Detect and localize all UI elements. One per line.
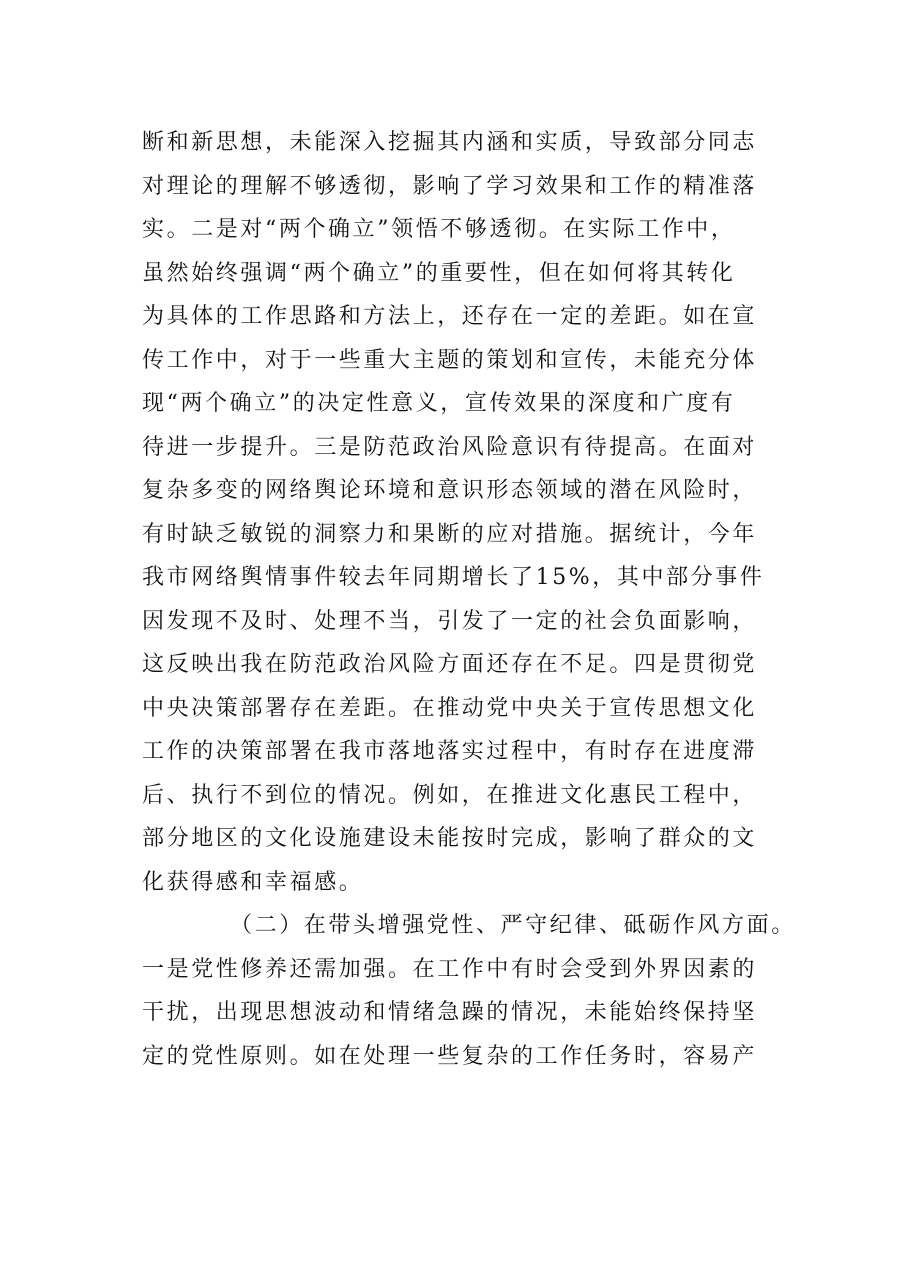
text-line: 工作的决策部署在我市落地落实过程中，有时存在进度滞 (142, 739, 758, 764)
text-line: 一是党性修养还需加强。在工作中有时会受到外界因素的 (142, 956, 758, 982)
text-line: 实。二是对“两个确立”领悟不够透彻。在实际工作中， (142, 217, 736, 242)
text-line: 复杂多变的网络舆论环境和意识形态领域的潜在风险时， (142, 478, 758, 503)
text-line: 定的党性原则。如在处理一些复杂的工作任务时，容易产 (142, 1043, 758, 1069)
text-line: 后、执行不到位的情况。例如，在推进文化惠民工程中， (142, 782, 758, 808)
text-line: 断和新思想，未能深入挖掘其内涵和实质，导致部分同志 (142, 130, 758, 155)
section-heading-line: （二）在带头增强党性、严守纪律、砥砺作风方面。 (230, 913, 796, 938)
text-line: 部分地区的文化设施建设未能按时完成，影响了群众的文 (142, 826, 758, 851)
text-line: 虽然始终强调“两个确立”的重要性，但在如何将其转化 (142, 260, 736, 286)
text-line: 化获得感和幸福感。 (142, 869, 364, 895)
paragraph-1 (142, 121, 782, 904)
document-body (142, 121, 796, 1078)
text-line: 我市网络舆情事件较去年同期增长了15%，其中部分事件 (142, 565, 765, 590)
text-line: 对理论的理解不够透彻，影响了学习效果和工作的精准落 (142, 173, 758, 199)
text-line: 传工作中，对于一些重大主题的策划和宣传，未能充分体 (142, 347, 758, 373)
text-line: 这反映出我在防范政治风险方面还存在不足。四是贯彻党 (142, 652, 758, 677)
text-line: 现“两个确立”的决定性意义，宣传效果的深度和广度有 (142, 391, 736, 416)
text-line: 为具体的工作思路和方法上，还存在一定的差距。如在宣 (142, 304, 758, 329)
text-line: 待进一步提升。三是防范政治风险意识有待提高。在面对 (142, 434, 758, 460)
paragraph-2 (142, 904, 796, 1078)
text-line: 有时缺乏敏锐的洞察力和果断的应对措施。据统计，今年 (142, 521, 758, 547)
text-line: 因发现不及时、处理不当，引发了一定的社会负面影响， (142, 608, 758, 634)
text-line: 中央决策部署存在差距。在推动党中央关于宣传思想文化 (142, 695, 758, 721)
text-line: 干扰，出现思想波动和情绪急躁的情况，未能始终保持坚 (142, 1000, 758, 1025)
